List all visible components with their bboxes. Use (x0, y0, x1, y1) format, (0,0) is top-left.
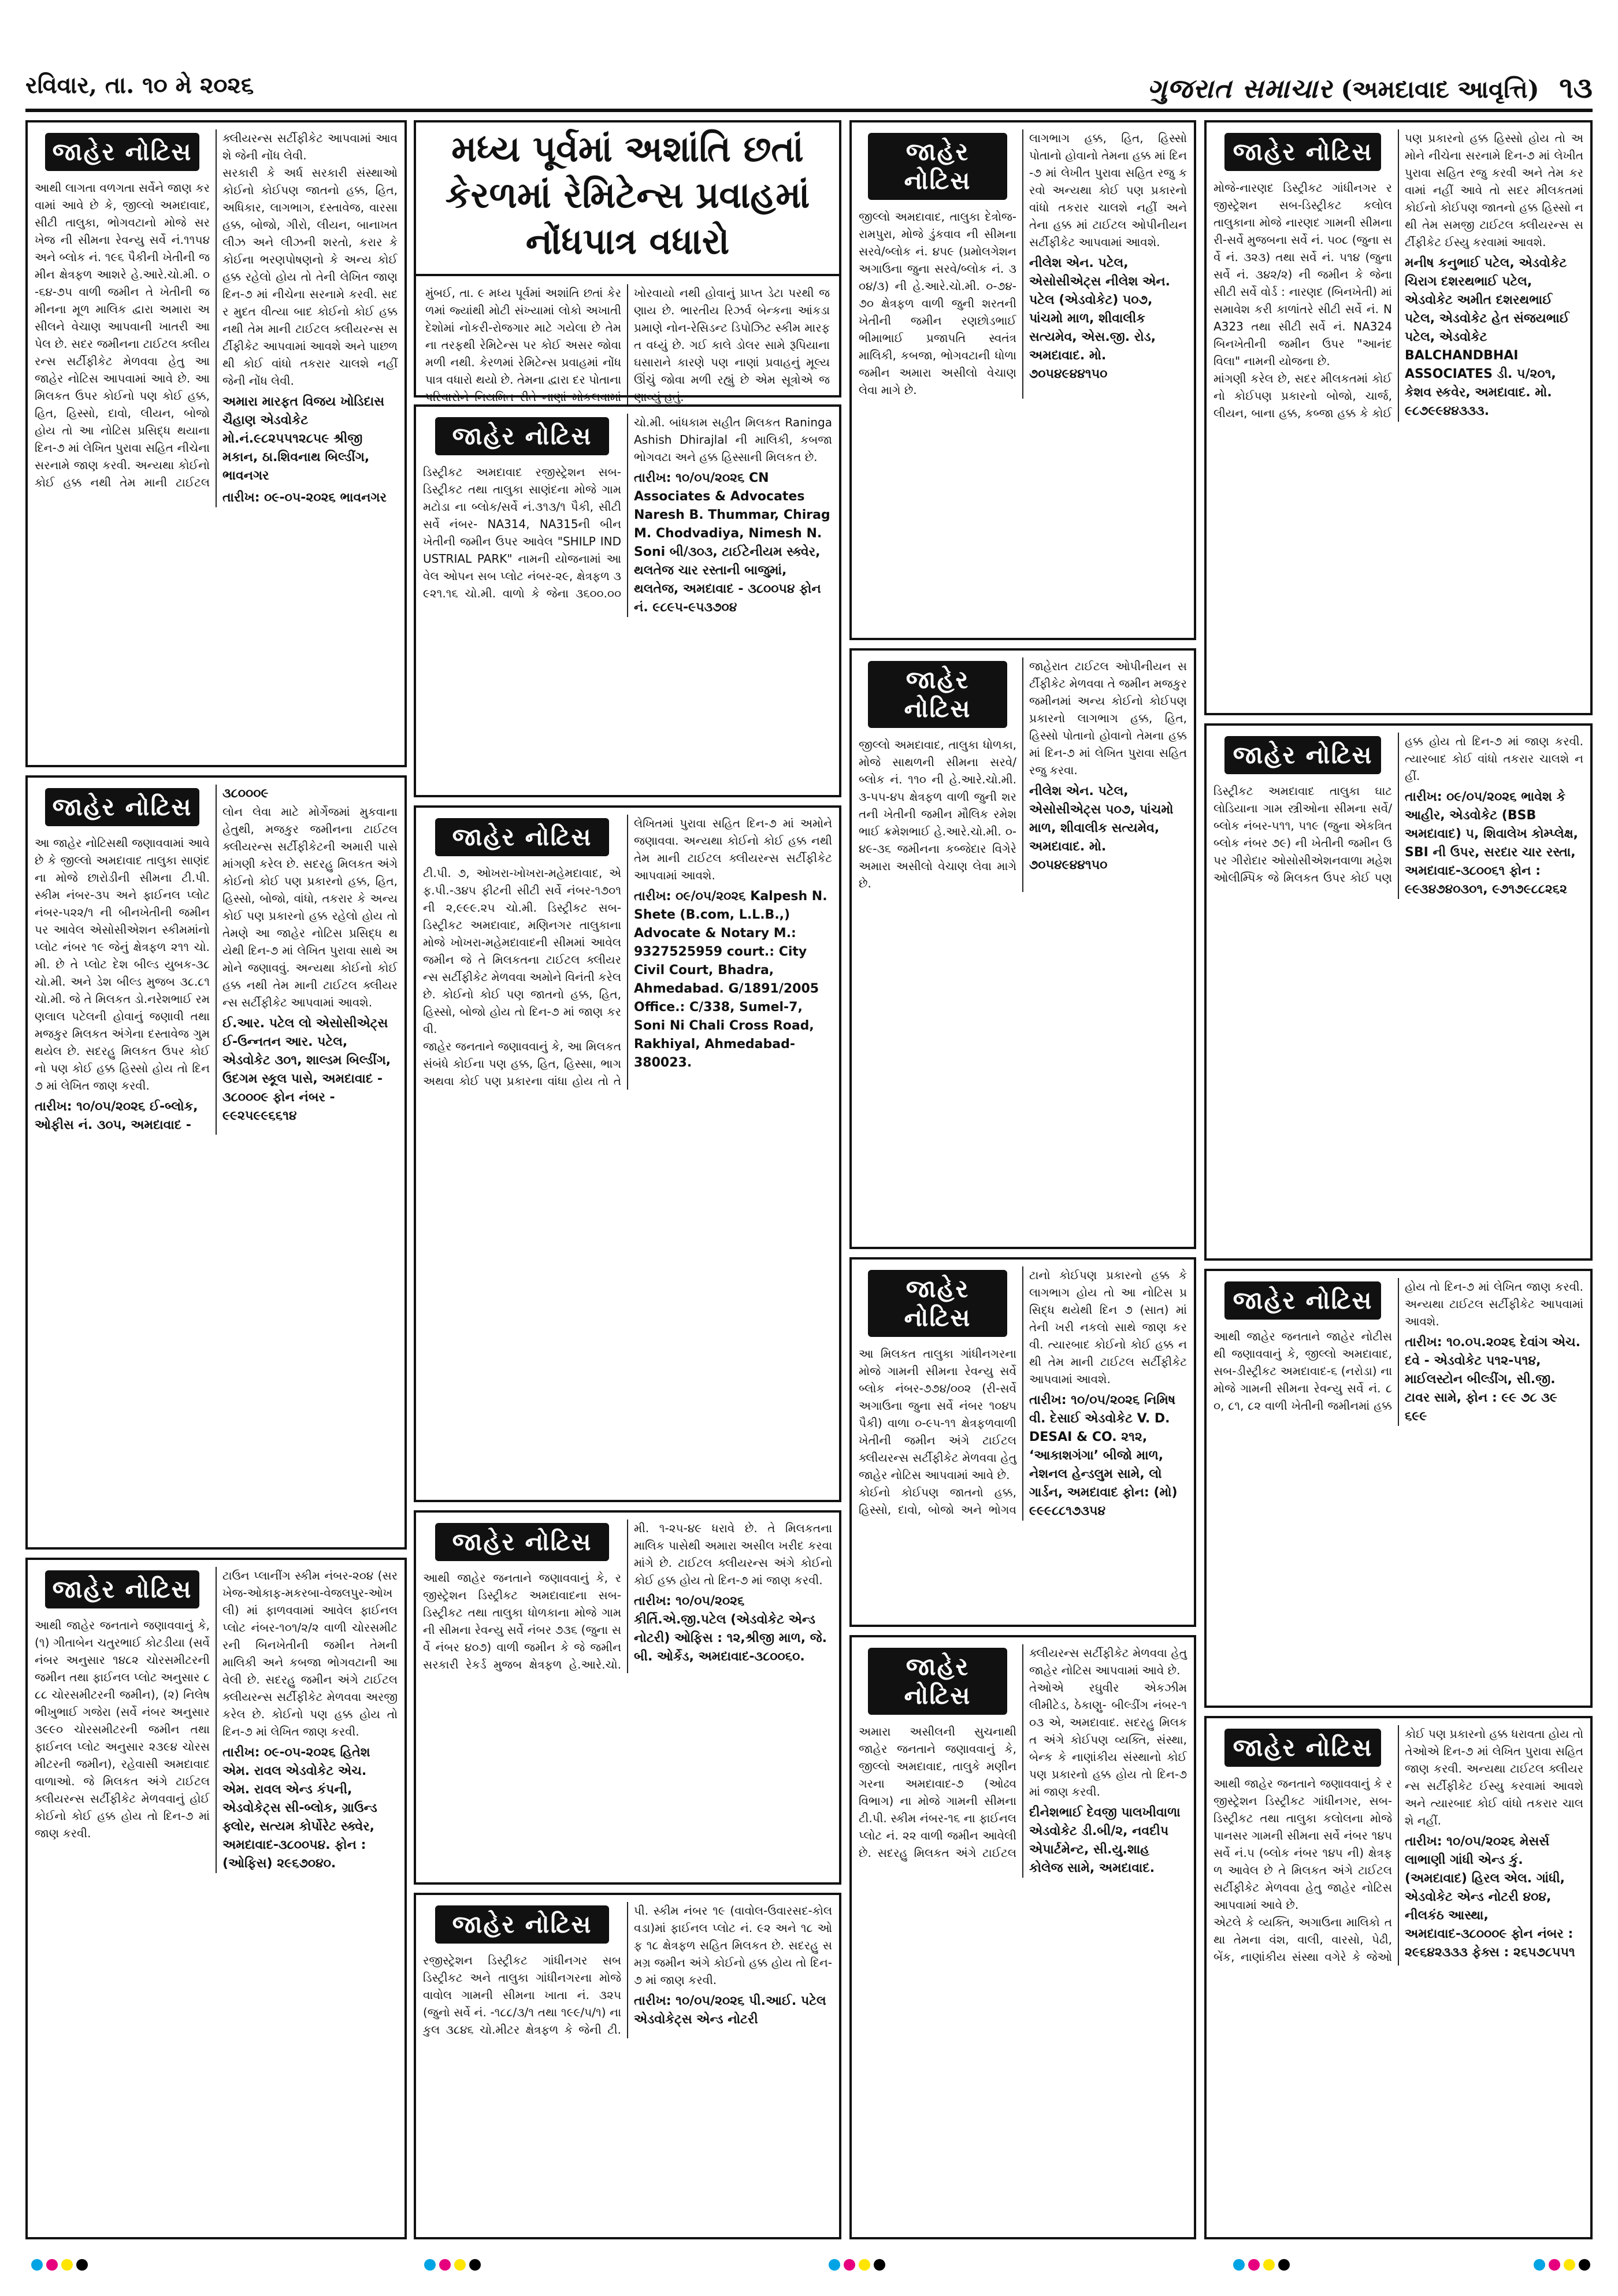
notice-body: આ મિલકત તાલુકા ગાંધીનગરના મોજે ગામની સીમના રેવન્યુ સર્વે બ્લોક નંબર-૭૭૪/૦૦૨ (રી-સર્વે અગાઉના જુના સર્વે નંબર ૧૦૪૫ પૈકી) વાળા ૦-૯૫-૧૧ ક્ષેત્રફળવાળી ખેતીની જમીન અંગે ટાઈટલ ક્લીયરન્સ સર્ટીફીકેટ મેળવવા હેતુ જાહેર નોટિસ આપવામાં આવે છે. (859, 1347, 1016, 1482)
registration-dot (454, 2259, 466, 2271)
notice-body: આથી જાહેર જનતાને જાહેર નોટીસ થી જણાવવાનું કે, જીલ્લો અમદાવાદ, સબ-ડીસ્ટ્રીકટ અમદાવાદ-૬ (નરોડા) ના મોજે ગામની સીમના રેવન્યુ સર્વે નં. ૮૦, ૮૧, ૮૨ વાળી ખેતીની જમીનમાં હક્ક હોય તો દિન-૭ માં લેખિત જાણ કરવી. અન્યથા ટાઈટલ સર્ટીફીકેટ આપવામાં આવશે. (1214, 1280, 1583, 1413)
notice-banner: જાહેર નોટિસ (45, 788, 199, 826)
notice-body: જાહેર જનતાને જણાવવાનું કે, આ મિલકત સંબંધે કોઈના પણ હક્ક, હિત, હિસ્સા, ભાગ અથવા કોઈ પણ પ્રકારના વાંધા હોય તો તે લેખિતમાં પુરાવા સહિત દિન-૭ માં અમોને જણાવવા. અન્યથા કોઈનો કોઈ હક્ક નથી તેમ માની ટાઈટલ ક્લીયરન્સ સર્ટીફીકેટ આપવામાં આવશે. (423, 816, 832, 1088)
notice-signature: દીનેશભાઈ દેવજી પાલખીવાળા એડવોકેટ ડી.બી/૨, નવદીપ એપાર્ટમેન્ટ, સી.યુ.શાહ કોલેજ સામે, અમદાવાદ. (1029, 1805, 1181, 1875)
notice-banner: જાહેર નોટિસ (868, 133, 1007, 200)
notice-body: જીલ્લો અમદાવાદ, તાલુકા ધોળકા, મોજે સાથળની સીમના સરવે/બ્લોક નં. ૧૧૦ ની હે.આરે.ચો.મી. ૩-૫૫-૪૫ ક્ષેત્રફળ વાળી જુની શરતની ખેતીની જમીન મૌલિક રમેશભાઈ ક્રમેશભાઈ હે.આરે.ચો.મી. ૦-૪૯-૩૬ જમીનના કબ્જેદાર વિગેરે અમારા અસીલો વેચાણ લેવા માગે છે. (859, 738, 1016, 890)
registration-dot (844, 2259, 855, 2271)
masthead-rule (25, 109, 1593, 112)
notice-body: તેઓએ રઘુવીર એકઝીમ લીમીટેડ, ઠેકાણુ- બીલ્ડીંગ નંબર-૧૦૩ એ, અમદાવાદ. સદરહુ મિલકત અંગે કોઈપણ વ્યક્તિ, સંસ્થા, બેન્ક કે નાણાંકીય સંસ્થાનો કોઈ પણ પ્રકારનો હક્ક હોય તો દિન-૭ માં જાણ કરવી. (1029, 1681, 1187, 1799)
masthead (25, 68, 1593, 104)
notice-box (1204, 1716, 1593, 2239)
notice-signature: ઈ.આર. પટેલ લો એસોસીએટ્સ ઈ-ઉન્નતન આર. પટેલ, એડવોકેટ ૩૦૧, શાલ્ડમ બિલ્ડીંગ, ઉદગમ સ્કૂલ પાસે, અમદાવાદ - ૩૮૦૦૦૯ ફોન નંબર - ૯૯૨૫૯૯૬૬૧૪ (222, 1016, 391, 1123)
notice-box (25, 775, 407, 1550)
notice-signature: તારીખ: ૧૦/૦૫/૨૦૨૬ મેસર્સ લાભાણી ગાંધી એન્ડ કું. (અમદાવાદ) હિરલ એલ. ગાંધી, એડવોકેટ એન્ડ નોટરી ૪૦૪, નીલકંઠ આસ્થા, અમદાવાદ-૩૮૦૦૦૯ ફોન નંબર : ૨૯૬૪૨૩૩૩ ફેક્સ : ૨૬૫૭૮૫૫૧ (1405, 1834, 1575, 1960)
notice-box (25, 120, 407, 767)
article-headline: મધ્ય પૂર્વમાં અશાંતિ છતાં કેરળમાં રેમિટેન્સ પ્રવાહમાં નોંધપાત્ર વધારો (416, 122, 839, 276)
notice-body: ડિસ્ટ્રીકટ અમદાવાદ રજીસ્ટ્રેશન સબ-ડિસ્ટ્રીકટ તથા તાલુકા સાણંદના મોજે ગામ મટોડા ના બ્લોક/સર્વે નં.૩૧૩/૧ પૈકી, સીટી સર્વે નંબર- NA314, NA315ની બીનખેતીની જમીન ઉપર આવેલ "SHILP INDUSTRIAL PARK" નામની યોજનામાં આવેલ ઓપન સબ પ્લોટ નંબર-૨૯, ક્ષેત્રફળ ૩૯૨૧.૧૬ ચો.મી. વાળો કે જેના ૩૬૦૦.૦૦ ચો.મી. બાંધકામ સહીત મિલકત Raninga Ashish Dhirajlal ની માલિકી, કબજા ભોગવટા અને હક્ક હિસ્સાની મિલકત છે. (423, 415, 832, 600)
notice-banner: જાહેર નોટિસ (1224, 133, 1382, 171)
notice-signature: નીલેશ એન. પટેલ, એસોસીએટ્સ ૫૦૭, પાંચમો માળ, શીવાલીક સત્યમેવ, અમદાવાદ. મો. ૭૦૫૪૯૪૪૧૫૦ (1029, 784, 1174, 872)
notice-body: લાગભાગ હક્ક, હિત, હિસ્સો પોતાનો હોવાનો તેમના હક્ક માં દિન-૭ માં લેખીત પુરાવા સહિત રજુ કરવો અન્યથા કોઈ પણ પ્રકારનો વાંધો તકરાર ચાલશે નહીં અને તેના હક્ક માં ટાઈટલ ઓપીનીયન સર્ટીફીકેટ આપવામાં આવશે. (1029, 131, 1187, 249)
registration-dot (76, 2259, 88, 2271)
notice-body: આથી જાહેર જનતાને જણાવવાનું કે, રજીસ્ટ્રેશન ડિસ્ટ્રીકટ અમદાવાદના સબ-ડિસ્ટ્રીકટ તથા તાલુકા ધોળકાના મોજે ગામની સીમના રેવન્યુ સર્વે નંબર ૭૩૬ (જુના સર્વે નંબર ૪૦૭) વાળી જમીન કે જે જમીન સરકારી રેકર્ડ મુજબ ક્ષેત્રફળ હે.આરે.ચો.મી. ૧-૨૫-૪૯ ધરાવે છે. તે મિલકતના માલિક પાસેથી અમારા અસીલ ખરીદ કરવા માંગે છે. ટાઈટલ ક્લીયરન્સ અંગે કોઈનો કોઈ હક્ક હોય તો દિન-૭ માં જાણ કરવી. (423, 1521, 832, 1671)
notice-banner: જાહેર નોટિસ (868, 1648, 1007, 1715)
notice-banner: જાહેર નોટિસ (435, 818, 610, 856)
notice-body: એટલે કે વ્યક્તિ, અગાઉના માલિકો તથા તેમના વંશ, વાલી, વારસો, પેઢી, બેંક, નાણાંકીય સંસ્થા વગેરે કે જેઓ કોઈ પણ પ્રકારનો હક્ક ધરાવતા હોય તો તેઓએ દિન-૭ માં લેખિત પુરાવા સહિત જાણ કરવી. અન્યથા ટાઈટલ ક્લીયરન્સ સર્ટીફીકેટ ઈસ્યુ કરવામાં આવશે અને ત્યારબાદ કોઈ વાંધો તકરાર ચાલશે નહીં. (1214, 1727, 1583, 1964)
notice-body: જીલ્લો અમદાવાદ, તાલુકા દેત્રોજ-રામપુરા, મોજે ડુંકવાવ ની સીમના સરવે/બ્લોક નં. ૪૫૯ (પ્રમોલગેશન અગાઉના જુના સરવે/બ્લોક નં. ૩૦૪/૩) ની હે.આરે.ચો.મી. ૦-૭૪-૭૦ ક્ષેત્રફળ વાળી જુની શરતની ખેતીની જમીન રણછોડભાઈ ભીમાભાઈ પ્રજાપતિ સ્વતંત્ર માલિકી, કબજા, ભોગવટાની ધોળા જમીન અમારા અસીલો વેચાણ લેવા માગે છે. (859, 210, 1016, 397)
notice-body: ટાઉન પ્લાનીંગ સ્કીમ નંબર-૨૦૪ (સરખેજ-ઓકાફ-મકરબા-વેજલપુર-ઓખલી) માં ફાળવવામાં આવેલ ફાઈનલ પ્લોટ નંબર-૧૦૧/૨/૨ વાળી ચોરસમીટરની બિનખેતીની જમીન તેમની માલિકી અને કબજા ભોગવટાની આવેલી છે. સદરહુ જમીન અંગે ટાઈટલ ક્લીયરન્સ સર્ટીફીકેટ મેળવવા અરજી કરેલ છે. કોઈનો પણ હક્ક હોય તો દિન-૭ માં લેખિત જાણ કરવી. (222, 1569, 398, 1738)
notice-signature: અમારા મારફત વિજય ખોડિદાસ ચૈહાણ એડવોકેટ મો.નં.૯૮૨૫૫૧૨૮૫૯ શ્રીજી મકાન, ઠા.શિવનાથ બિલ્ડીંગ, ભાવનગર (222, 395, 385, 483)
registration-dot (1534, 2259, 1545, 2271)
registration-dot (1278, 2259, 1290, 2271)
registration-dot (1248, 2259, 1260, 2271)
notice-body: સરકારી કે અર્ધ સરકારી સંસ્થાઓ કોઈનો કોઈપણ જાતનો હક્ક, હિત, અધિકાર, લાગભાગ, દસ્તાવેજ, વારસા હક્ક, બોજો, ગીરો, લીયન, બાનાખત લીઝ અને લીઝની શરતો, કરાર કે કોઈના ભરણપોષણનો કે અન્ય કોઈ હક્ક રહેલો હોય તો તેની લેખિત જાણ દિન-૭ માં નીચેના સરનામે કરવી. સદર મુદત વીત્યા બાદ કોઈનો કોઈ હક્ક નથી તેમ માની ટાઈટલ ક્લીયરન્સ સર્ટીફીકેટ આપવામાં આવશે અને પાછળથી કોઈ વાંધો તકરાર ચાલશે નહીં જેની નોંધ લેવી. (222, 166, 398, 388)
notice-box (414, 404, 841, 797)
notice-body: આથી જાહેર જનતાને જણાવવાનું કે, (૧) ગીતાબેન ચતુરભાઈ કોટડીયા (સર્વે નંબર અનુસાર ૧૪૮૨ ચોરસમીટરની જમીન તથા ફાઈનલ પ્લોટ અનુસાર ૮૮૮ ચોરસમીટરની જમીન), (૨) નિલેષ ભીખુભાઈ ગજેરા (સર્વે નંબર અનુસાર ૩૯૯૦ ચોરસમીટરની જમીન તથા ફાઈનલ પ્લોટ અનુસાર ૨૩૯૪ ચોરસમીટરની જમીન), રહેવાસી અમદાવાદ વાળાઓ. જે મિલકત અંગે ટાઈટલ ક્લીયરન્સ સર્ટીફીકેટ મેળવવાનું હોઈ કોઈનો કોઈ હક્ક હોય તો દિન-૭ માં જાણ કરવી. (35, 1618, 210, 1840)
notice-body: અમારા અસીલની સુચનાથી જાહેર જનતાને જણાવવાનું કે, જીલ્લો અમદાવાદ, તાલુકે મણીનગરના અમદાવાદ-૭ (ઓઢવ વિભાગ) ના મોજે ગામની સીમના ટી.પી. સ્કીમ નંબર-૧૬ ના ફાઈનલ પ્લોટ નં. ૨૨ વાળી જમીન આવેલી છે. સદરહુ મિલકત અંગે ટાઈટલ ક્લીયરન્સ સર્ટીફીકેટ મેળવવા હેતુ જાહેર નોટિસ આપવામાં આવે છે. (859, 1646, 1187, 1860)
notice-banner: જાહેર નોટિસ (45, 133, 199, 171)
notice-date: તારીખ: ૦૯-૦૫-૨૦૨૬ ભાવનગર (222, 491, 387, 505)
paper-logo: ગુજરાત સમાચાર (1147, 73, 1333, 104)
notice-banner: જાહેર નોટિસ (1224, 736, 1382, 774)
notice-body: આ જાહેર નોટિસથી જણાવવામાં આવે છે કે જીલ્લો અમદાવાદ તાલુકા સાણંદના મોજે છારોડીની સીમના ટી.પી.સ્કીમ નંબર-૩૫ અને ફાઈનલ પ્લોટ નંબર-૫૨૨/૧ ની બીનખેતીની જમીન પર આવેલ એસોસીએશન સ્કીમમાંનો પ્લોટ નંબર ૧૯ જેનું ક્ષેત્રફળ ૨૧૧ ચો.મી. છે તે પ્લોટ દેશ બીલ્ડ યુબક-૩૮ ચો.મી. અને ડેશ બીલ્ડ મુજબ ૩૮.૮૧ ચો.મી. જે તે મિલકત ડો.નરેશભાઈ રમણલાલ પટેલની હોવાનું જણાવી તથા મજકુર મિલકત અંગેના દસ્તાવેજ ગુમ થયેલ છે. સદરહુ મિલકત ઉપર કોઈનો પણ કોઈ હક્ક હિસ્સો હોય તો દિન ૭ માં લેખિત જાણ કરવી. (35, 836, 210, 1093)
registration-marks (25, 2257, 1593, 2273)
notice-body: માંગણી કરેલ છે, સદર મીલકતમાં કોઈનો કોઈપણ પ્રકારનો બોજો, ચાર્જ, લીયન, બાના હક્ક, કબ્જા હક્ક કે કોઈપણ પ્રકારનો હક્ક હિસ્સો હોય તો અમોને નીચેના સરનામે દિન-૭ માં લેખીત પુરાવા સહિત રજુ કરવી અને તેમ કરવામાં નહીં આવે તો સદર મીલકતમાં કોઈનો કોઈપણ જાતનો હક્ક હિસ્સો નથી તેમ સમજી ટાઈટલ ક્લીયરન્સ સર્ટીફીકેટ ઈસ્યુ કરવામાં આવશે. (1214, 131, 1583, 420)
paper-title (1147, 70, 1593, 105)
notice-signature: તારીખ: ૧૦/૦૫/૨૦૨૬ પી.આઈ. પટેલ એડવોકેટ્સ એન્ડ નોટરી (634, 1994, 826, 2027)
registration-dots (25, 2257, 1593, 2273)
notice-banner: જાહેર નોટિસ (1224, 1281, 1382, 1320)
registration-dot (439, 2259, 451, 2271)
article-body: મુંબઈ, તા. ૯ મધ્ય પૂર્વમાં અશાંતિ છતાં કેરળમાં જ્યાંથી મોટી સંખ્યામાં લોકો અખાતી દેશોમાં નોકરી-રોજગાર માટે ગયેલા છે તેમના તરફથી રેમિટેન્સ પર કોઈ અસર જોવા મળી નથી. કેરળમાં રેમિટેન્સ પ્રવાહમાં નોંધપાત્ર વધારો થયો છે. તેમના દ્વારા દર પોતાના પરિવારોને નિયમિત રીતે નાણાં મોકલવામાં ખોરવાયો નથી હોવાનું પ્રાપ્ત ડેટા પરથી જણાય છે. ભારતીય રિઝર્વ બેન્કના આંકડા પ્રમાણે નોન-રેસિડન્ટ ડિપોઝિટ સ્કીમ મારફત વધ્યું છે. ગઈ કાલે ડોલર સામે રૂપિયાના ઘસારાને કારણે પણ નાણાં પ્રવાહનું મૂલ્ય ઊંચું જોવા મળી રહ્યું છે એમ સૂત્રોએ જણાવ્યું હતું. (425, 286, 830, 404)
notice-signature: તારીખ: ૦૯/૦૫/૨૦૨૬ ભાવેશ કે આહીર, એડવોકેટ (BSB અમદાવાદ) ૫, શિવાલેખ કોમ્પ્લેક્ષ, SBI ની ઉપર, સરદાર ચાર રસ્તા, અમદાવાદ-૩૮૦૦૬૧ ફોન : ૯૯૩૪૭૪૦૩૦૧, ૯૭૧૭૯૮૮૨૬૨ (1405, 790, 1579, 897)
notice-box (1204, 120, 1593, 715)
notice-body: ટી.પી. ૭, ઓખરા-ખોખરા-મહેમદાવાદ, એફ.પી.-૩૪૫ ફીટની સીટી સર્વે નંબર-૧૭૦૧ ની ૨,૯૯૯.૨૫ ચો.મી. ડિસ્ટ્રીકટ સબ-ડિસ્ટ્રીકટ અમદાવાદ, મણિનગર તાલુકાના મોજે ખોખરા-મહેમદાવાદની સીમમાં આવેલ જમીન જે તે મિલકતના ટાઈટલ ક્લીયરન્સ સર્ટીફીકેટ મેળવવા અમોને વિનંતી કરેલ છે. કોઈનો કોઈ પણ જાતનો હક્ક, હિત, હિસ્સો, બોજો હોય તો દિન-૭ માં જાણ કરવી. (423, 866, 621, 1036)
notice-signature: નીલેશ એન. પટેલ, એસોસીએટ્સ નીલેશ એન. પટેલ (એડવોકેટ) ૫૦૭, પાંચમો માળ, શીવાલીક સત્યમેવ, એસ.જી. રોડ, અમદાવાદ. મો. ૭૦૫૪૯૪૪૧૫૦ (1029, 256, 1171, 381)
registration-dot (874, 2259, 885, 2271)
registration-dot (1579, 2259, 1590, 2271)
notice-body: કોઈનો કોઈપણ જાતનો હક્ક, હિસ્સો, દાવો, બોજો અને ભોગવટાનો કોઈપણ પ્રકારનો હક્ક કે લાગભાગ હોય તો આ નોટિસ પ્રસિદ્ધ થયેથી દિન ૭ (સાત) માં તેની ખરી નકલો સાથે જાણ કરવી. ત્યારબાદ કોઈનો કોઈ હક્ક નથી તેમ માની ટાઈટલ સર્ટીફીકેટ આપવામાં આવશે. (859, 1268, 1187, 1517)
notice-box (1204, 1269, 1593, 1708)
notice-signature: તારીખ: ૦૯-૦૫-૨૦૨૬ હિતેશ એમ. રાવલ એડવોકેટ એચ. એમ. રાવલ એન્ડ કંપની, એડવોકેટ્સ સી-બ્લોક, ગ્રાઉન્ડ ફ્લોર, સત્યમ કોર્પોરેટ સ્ક્વેર, અમદાવાદ-૩૮૦૦૫૪. ફોન : (ઓફિસ) ૨૯૬૭૦૪૦. (222, 1745, 377, 1871)
notice-body: ડિસ્ટ્રીકટ અમદાવાદ તાલુકા ઘાટલોડિયાના ગામ સ્ત્રીઓના સીમના સર્વે/બ્લોક નંબર-૫૧૧, ૫૧૯ (જુના એકત્રિત બ્લોક નંબર ૭૯) ની ખેતીની જમીન ઉપર ગીરોદાર ઓસોસીએશનવાળા મહેશ ઓલીમ્પિક જે મિલકત ઉપર કોઈ પણ હક્ક હોય તો દિન-૭ માં જાણ કરવી. ત્યારબાદ કોઈ વાંધો તકરાર ચાલશે નહીં. (1214, 734, 1583, 885)
notice-banner: જાહેર નોટિસ (435, 1905, 610, 1944)
notice-signature: તારીખ: ૧૦/૦૫/૨૦૨૬ ઈ-બ્લોક, ઓફીસ નં. ૩૦૫, અમદાવાદ - ૩૮૦૦૦૯ (35, 786, 269, 1132)
notice-signature: મનીષ કનુભાઈ પટેલ, એડવોકેટ ચિરાગ દશરથભાઈ પટેલ, એડવોકેટ અમીત દશરથભાઈ પટેલ, એડવોકેટ હેત સંજયભાઈ પટેલ, એડવોકેટ BALCHANDBHAI ASSOCIATES ડી. ૫/૨૦૧, કેશવ સ્કવેર, અમદાવાદ. મો. ૯૮૭૯૯૪૪૩૩૩. (1405, 256, 1569, 418)
registration-dot (829, 2259, 840, 2271)
notice-signature: તારીખ: ૦૯/૦૫/૨૦૨૬ Kalpesh N. Shete (B.com, L.L.B.,) Advocate & Notary M.: 9327525959 court.: City Civil Court, Bhadra, Ahmedabad. G/1891/2005 Office.: C/338, Sumel-7, Soni Ni Chali Cross Road, Rakhiyal, Ahmedabad-380023. (634, 889, 827, 1070)
registration-dot (1263, 2259, 1275, 2271)
notice-box (414, 805, 841, 1502)
notice-banner: જાહેર નોટિસ (868, 1270, 1007, 1337)
page-number: ૧૩ (1559, 70, 1593, 105)
notice-banner: જાહેર નોટિસ (868, 661, 1007, 728)
news-article (414, 120, 841, 404)
notice-signature: તારીખ: ૧૦/૦૫/૨૦૨૬ કીર્તિ.એ.જી.પટેલ (એડવોકેટ એન્ડ નોટરી) ઓફિસ : ૧૨,શ્રીજી માળ, જે. બી. ઓર્કેડ, અમદાવાદ-૩૮૦૦૬૦. (634, 1594, 827, 1664)
notice-box (1204, 723, 1593, 1261)
notice-banner: જાહેર નોટિસ (45, 1570, 199, 1608)
notice-box (849, 120, 1196, 640)
registration-dot (469, 2259, 481, 2271)
notice-body: રજીસ્ટ્રેશન ડિસ્ટ્રીકટ ગાંધીનગર સબ ડિસ્ટ્રીકટ અને તાલુકા ગાંધીનગરના મોજે વાવોલ ગામની સીમના ખાતા નં. ૩૨૫ (જુનો સર્વે નં. -૧૮૮/૩/૧ તથા ૧૯૯/૫/૧) ના કુલ ૩૮૪૬ ચો.મીટર ક્ષેત્રફળ કે જેની ટી.પી. સ્કીમ નંબર ૧૯ (વાવોલ-ઉવારસદ-કોલવડા)માં ફાઈનલ પ્લોટ નં. ૯૨ અને ૧૮ ઓફ ૧૮ ક્ષેત્રફળ સહિત મિલકત છે. સદરહુ સમગ્ર જમીન અંગે કોઈનો હક્ક હોય તો દિન-૭ માં જાણ કરવી. (423, 1904, 832, 2037)
notice-box (414, 1510, 841, 1885)
notice-signature: તારીખ: ૧૦/૦૫/૨૦૨૬ CN Associates & Advocates Naresh B. Thummar, Chirag M. Chodvadiya, Nimesh N. Soni બી/૩૦૩, ટાઈટેનીયમ સ્ક્વેર, થલતેજ ચાર રસ્તાની બાજુમાં, થલતેજ, અમદાવાદ - ૩૮૦૦૫૪ ફોન નં. ૯૮૯૫-૯૫૩૭૦૪ (634, 471, 830, 615)
notice-signature: તારીખ: ૧૦.૦૫.૨૦૨૬ દેવાંગ એચ. દવે - એડવોકેટ ૫૧૨-૫૧૪, માઈલસ્ટોન બીલ્ડીંગ, સી.જી. ટાવર સામે, ફોન : ૯૯ ૭૮ ૩૯ ૬૯૯ (1405, 1335, 1580, 1424)
issue-date: રવિવાર, તા. ૧૦ મે ૨૦૨૬ (25, 72, 254, 99)
notice-body: મોજે-નારણદ ડિસ્ટ્રીકટ ગાંધીનગર રજીસ્ટ્રેશન સબ-ડિસ્ટ્રીકટ કલોલ તાલુકાના મોજે નારણદ ગામની સીમના રી-સર્વે મુજબના સર્વે નં. ૫૦૮ (જુના સર્વે નં. ૩૨૩) તથા સર્વે નં. ૫૧૪ (જુના સર્વે નં. ૩૪૨/૨) ની જમીન કે જેના સીટી સર્વે વોર્ડ : નારણદ (બિનખેતી) માં સમાવેશ કરી કાળાંતરે સીટી સર્વે નં. NA323 તથા સીટી સર્વે નં. NA324 બિનખેતીની જમીન ઉપર "આનંદ વિલા" નામની યોજના છે. (1214, 181, 1392, 368)
registration-dot (424, 2259, 436, 2271)
registration-dot (1233, 2259, 1245, 2271)
notice-banner: જાહેર નોટિસ (435, 417, 610, 455)
notice-box (25, 1558, 407, 2239)
registration-dot (46, 2259, 58, 2271)
notice-body: જાહેરાત ટાઈટલ ઓપીનીયન સર્ટીફીકેટ મેળવવા તે જમીન મજકુર જમીનમાં અન્ય કોઈનો કોઈપણ પ્રકારનો લાગભાગ હક્ક, હિત, હિસ્સો પોતાનો હોવાનો તેમના હક્ક માં દિન-૭ માં લેખિત પુરાવા સહિત રજુ કરવા. (1029, 659, 1187, 777)
notice-body: આથી લાગતા વળગતા સર્વેને જાણ કરવામાં આવે છે કે, જીલ્લો અમદાવાદ, સીટી તાલુકા, ભોગવટાનો મોજે સરખેજ ની સીમના રેવન્યુ સર્વે નં.૧૧૫૪ અને બ્લોક નં. ૧૯૬ પૈકીની ખેતીની જમીન ક્ષેત્રફળ આશરે હે.આરે.ચો.મી. ૦-૬૪-૭૫ વાળી જમીન તે ખેતીની જમીનના મૂળ માલિક દ્વારા અમારા અસીલને વેચાણ આપવાની ખાતરી આપેલ છે. સદર જમીનના ટાઈટલ ક્લીયરન્સ સર્ટીફીકેટ મેળવવા હેતુ આ જાહેર નોટિસ આપવામાં આવે છે. આ મિલકત ઉપર કોઈનો પણ કોઈ હક્ક, હિત, હિસ્સો, દાવો, લીયન, બોજો હોય તો આ નોટિસ પ્રસિદ્ધ થયાના દિન-૭ માં લેખિત પુરાવા સહિત નીચેના સરનામે જાણ કરવી. અન્યથા કોઈનો કોઈ હક્ક નથી તેમ માની ટાઈટલ ક્લીયરન્સ સર્ટીફીકેટ આપવામાં આવશે જેની નોંધ લેવી. (35, 131, 398, 489)
notice-box (849, 1257, 1196, 1627)
notice-banner: જાહેર નોટિસ (435, 1523, 610, 1561)
registration-dot (61, 2259, 73, 2271)
edition-label: (અમદાવાદ આવૃત્તિ) (1341, 75, 1539, 103)
notice-box (414, 1893, 841, 2239)
registration-dot (1549, 2259, 1560, 2271)
notice-banner: જાહેર નોટિસ (1224, 1729, 1382, 1767)
notice-box (849, 1635, 1196, 2239)
notice-body: લોન લેવા માટે મોર્ગેજમાં મુકવાના હેતુથી, મજકુર જમીનના ટાઈટલ ક્લીયરન્સ સર્ટીફીકેટની અમારી પાસે માંગણી કરેલ છે. સદરહુ મિલકત અંગે કોઈનો કોઈ પણ પ્રકારનો હક્ક, હિત, હિસ્સો, બોજો, વાંધો, તકરાર કે અન્ય કોઈ પણ પ્રકારનો હક્ક રહેલો હોય તો તેમણે આ જાહેર નોટિસ પ્રસિદ્ધ થયેથી દિન-૭ માં લેખિત પુરાવા સાથે અમોને જણાવવું. અન્યથા કોઈનો કોઈ હક્ક નથી તેમ માની ટાઈટલ ક્લીયરન્સ સર્ટીફીકેટ આપવામાં આવશે. (222, 805, 398, 1009)
registration-dot (1564, 2259, 1575, 2271)
notice-signature: તારીખ: ૧૦/૦૫/૨૦૨૬ નિમિષ વી. દેસાઈ એડવોકેટ V. D. DESAI & CO. ૨૧૨, ‘આકાશગંગા’ બીજો માળ, નેશનલ હેન્ડલુમ સામે, લો ગાર્ડન, અમદાવાદ ફોન: (મો) ૯૯૯૮૮૧૭૩૫૪ (1029, 1393, 1178, 1518)
notice-box (849, 648, 1196, 1249)
notice-body: આથી જાહેર જનતાને જણાવવાનું કે રજીસ્ટ્રેશન ડિસ્ટ્રીકટ ગાંધીનગર, સબ-ડિસ્ટ્રીકટ તથા તાલુકા કલોલના મોજે પાનસર ગામની સીમના સર્વે નંબર ૧૪૫ સર્વે નં.૫ (બ્લોક નંબર ૧૪૫ ની) ક્ષેત્રફળ આવેલ છે તે મિલકત અંગે ટાઈટલ સર્ટીફીકેટ મેળવવા હેતુ જાહેર નોટિસ આપવામાં આવે છે. (1214, 1777, 1392, 1912)
registration-dot (859, 2259, 870, 2271)
registration-dot (31, 2259, 43, 2271)
